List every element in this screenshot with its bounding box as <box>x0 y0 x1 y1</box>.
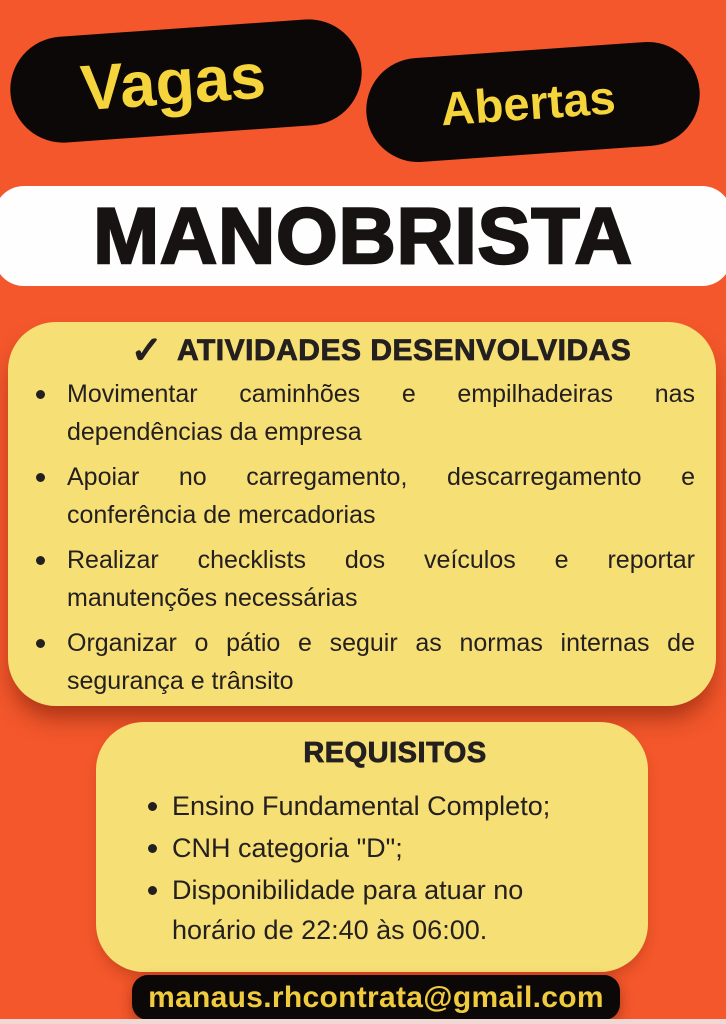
badge-abertas-label: Abertas <box>438 69 618 135</box>
activity-item <box>67 458 695 534</box>
activity-item-line2: conferência de mercadorias <box>67 501 376 529</box>
activity-item-line1: Apoiar no carregamento, descarregamento e <box>67 463 695 491</box>
requirement-item-line1: Disponibilidade para atuar no <box>172 875 524 905</box>
activities-card <box>8 322 716 706</box>
requirement-item-line2: horário de 22:40 às 06:00. <box>172 915 488 945</box>
requirement-item <box>172 870 618 950</box>
title-banner <box>0 186 726 286</box>
activities-heading <box>67 328 695 371</box>
job-title: MANOBRISTA <box>93 191 633 280</box>
check-icon: ✓ <box>130 330 164 372</box>
activity-item <box>67 624 695 700</box>
activity-item-line1: Movimentar caminhões e empilhadeiras nas <box>67 380 695 408</box>
requirement-item <box>172 828 618 868</box>
requirements-heading: REQUISITOS <box>303 737 487 769</box>
badge-vagas <box>7 16 366 146</box>
activity-item-line2: segurança e trânsito <box>67 667 294 695</box>
requirement-item <box>172 786 618 826</box>
requirements-list <box>172 786 618 950</box>
badge-abertas <box>363 38 703 165</box>
requirements-card <box>96 722 648 972</box>
requirement-item-line1: CNH categoria "D"; <box>172 833 403 863</box>
badge-vagas-label: Vagas <box>78 39 268 125</box>
activity-item-line2: manutenções necessárias <box>67 584 358 612</box>
bottom-strip <box>0 1019 726 1024</box>
activity-item <box>67 541 695 617</box>
activities-heading-label: ATIVIDADES DESENVOLVIDAS <box>177 334 632 367</box>
activity-item-line2: dependências da empresa <box>67 418 362 446</box>
activity-item-line1: Organizar o pátio e seguir as normas internas de <box>67 629 695 657</box>
activity-item-line1: Realizar checklists dos veículos e reportar <box>67 546 695 574</box>
activity-item <box>67 375 695 451</box>
contact-email-bar <box>132 975 620 1020</box>
activities-list <box>67 375 695 700</box>
requirement-item-line1: Ensino Fundamental Completo; <box>172 791 551 821</box>
contact-email: manaus.rhcontrata@gmail.com <box>148 980 604 1014</box>
